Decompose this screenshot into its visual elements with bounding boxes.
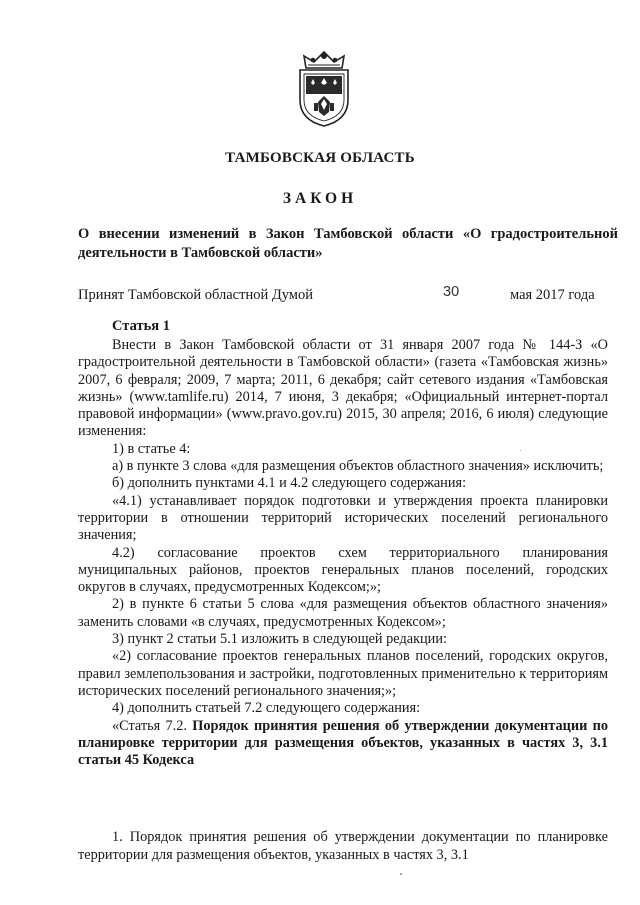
article-7-2-prefix: «Статья 7.2. bbox=[112, 717, 187, 734]
region-title: ТАМБОВСКАЯ ОБЛАСТЬ bbox=[225, 150, 415, 166]
adopted-by: Принят Тамбовской областной Думой bbox=[78, 287, 313, 303]
paragraph: «2) согласование проектов генеральных планов поселений, городских округов, правил землепользования и застройки, подготовленных применительно к территориям исторических поселений регионального значения;»; bbox=[78, 648, 608, 699]
paragraph: б) дополнить пунктами 4.1 и 4.2 следующего содержания: bbox=[112, 475, 467, 492]
paragraph: 2) в пункте 6 статьи 5 слова «для размещения объектов областного значения» заменить словами «в случаях, предусмотренных Кодексом»; bbox=[78, 596, 608, 630]
paragraph: 4) дополнить статьей 7.2 следующего содержания: bbox=[112, 700, 421, 717]
article-body bbox=[78, 337, 608, 769]
paragraph: 1) в статье 4: bbox=[112, 440, 191, 457]
tambov-coat-of-arms-icon bbox=[296, 50, 352, 128]
adopted-date: мая 2017 года bbox=[510, 287, 595, 303]
scan-speck bbox=[400, 873, 402, 875]
article-7-2-heading bbox=[78, 718, 608, 770]
law-title: ЗАКОН bbox=[282, 190, 358, 207]
point-1-block bbox=[78, 828, 608, 864]
paragraph: Внести в Закон Тамбовской области от 31 января 2007 года № 144-З «О градостроительной деятельности в Тамбовской области» (газета «Тамбовская жизнь» 2007, 6 февраля; 2009, 7 марта; 2011, 6 декабря; сайт сетевого издания «Тамбовская жизнь» (www.tamlife.ru) 2014, 7 июня, 3 декабря; «Официальный интернет-портал правовой информации» (www.pravo.gov.ru) 2015, 30 апреля; 2016, 6 июля) следующие изменения: bbox=[78, 337, 608, 440]
law-subject: О внесении изменений в Закон Тамбовской области «О градостроительной деятельности в Тамбовской области» bbox=[78, 226, 618, 261]
point-1: 1. Порядок принятия решения об утверждении документации по планировке территории для размещения объектов, указанных в частях 3, 3.1 bbox=[78, 829, 608, 863]
article-7-2-title: Порядок принятия решения об утверждении документации по планировке территории для размещения объектов, указанных в частях 3, 3.1 статьи 45 Кодекса bbox=[78, 717, 608, 769]
paragraph: а) в пункте 3 слова «для размещения объектов областного значения» исключить; bbox=[112, 458, 604, 475]
paragraph: 4.2) согласование проектов схем территориального планирования муниципальных районов, проектов генеральных планов поселений, городских округов в случаях, предусмотренных Кодексом;»; bbox=[78, 544, 608, 596]
adopted-day: 30 bbox=[443, 284, 460, 300]
article-heading: Статья 1 bbox=[112, 318, 170, 334]
paragraph: «4.1) устанавливает порядок подготовки и утверждения проекта планировки территории в отношении территорий исторических поселений регионального значения; bbox=[78, 492, 608, 544]
scan-speck bbox=[520, 450, 521, 451]
paragraph: 3) пункт 2 статьи 5.1 изложить в следующей редакции: bbox=[112, 631, 447, 648]
